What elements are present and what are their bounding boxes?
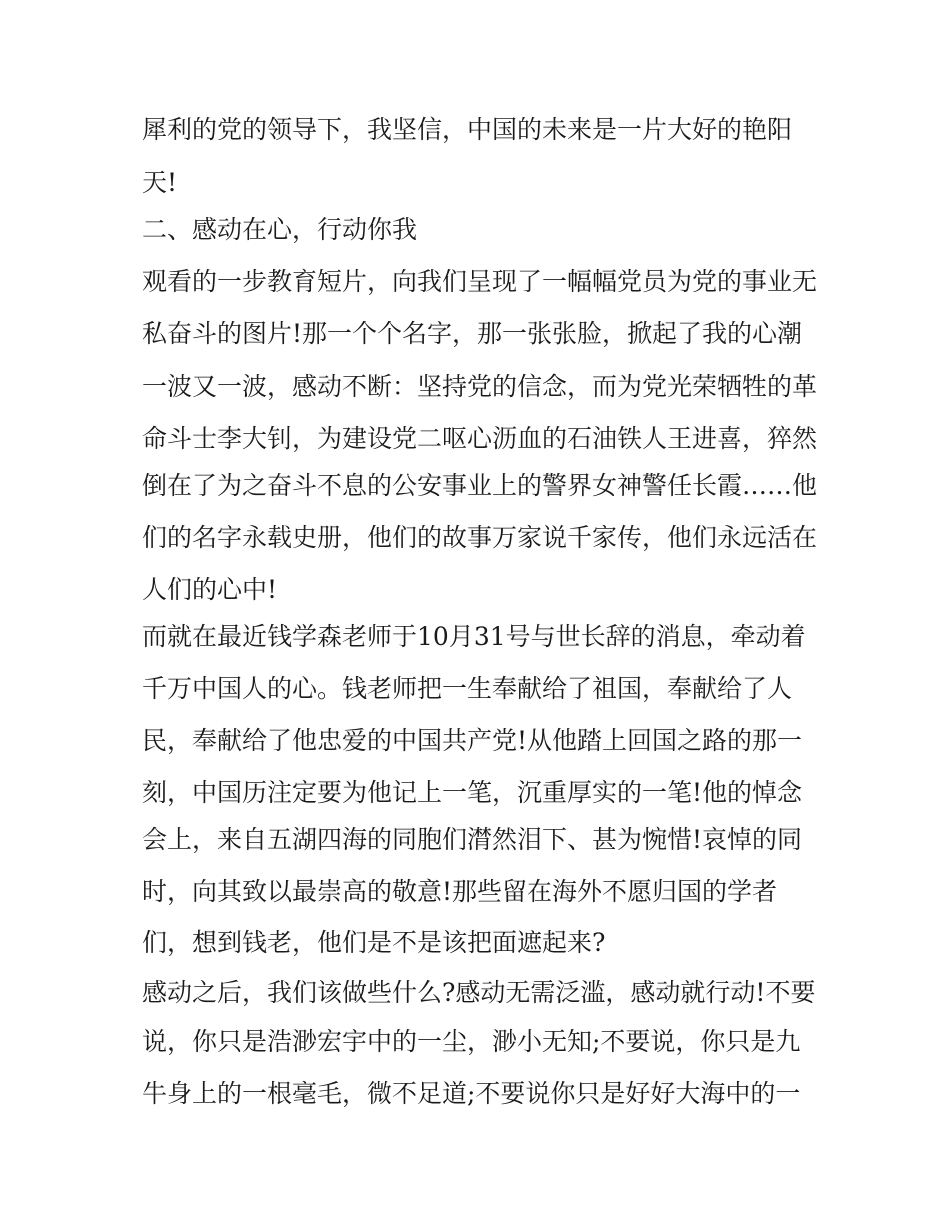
text-line: 观看的一步教育短片，向我们呈现了一幅幅党员为党的事业无: [142, 267, 818, 296]
text-line: 私奋斗的图片!那一个个名字，那一张张脸，掀起了我的心潮: [142, 319, 803, 348]
text-line: 时，向其致以最崇高的敬意!那些留在海外不愿归国的学者: [142, 877, 778, 906]
text-line: 犀利的党的领导下，我坚信，中国的未来是一片大好的艳阳: [142, 115, 793, 144]
text-line: 一波又一波，感动不断：坚持党的信念，而为党光荣牺牲的革: [142, 372, 818, 401]
text-line: 千万中国人的心。钱老师把一生奉献给了祖国，奉献给了人: [142, 674, 793, 703]
text-line: 而就在最近钱学森老师于10月31号与世长辞的消息，牵动着: [142, 622, 806, 651]
text-line: 民，奉献给了他忠爱的中国共产党!从他踏上回国之路的那一: [142, 726, 803, 755]
text-line: 天!: [142, 168, 178, 197]
text-line: 人们的心中!: [142, 575, 278, 604]
text-line: 倒在了为之奋斗不息的公安事业上的警界女神警任长霞……他: [142, 471, 818, 500]
text-line: 说，你只是浩渺宏宇中的一尘，渺小无知;不要说，你只是九: [142, 1027, 801, 1056]
text-line: 感动之后，我们该做些什么?感动无需泛滥，感动就行动!不要: [142, 978, 816, 1007]
text-line: 们，想到钱老，他们是不是该把面遮起来?: [142, 928, 606, 957]
section-heading: 二、感动在心，行动你我: [142, 215, 418, 244]
text-line: 刻，中国历注定要为他记上一笔，沉重厚实的一笔!他的悼念: [142, 778, 803, 807]
text-line: 命斗士李大钊，为建设党二呕心沥血的石油铁人王进喜，猝然: [142, 424, 818, 453]
text-line: 们的名字永载史册，他们的故事万家说千家传，他们永远活在: [142, 523, 818, 552]
text-line: 牛身上的一根毫毛，微不足道;不要说你只是好好大海中的一: [142, 1079, 801, 1108]
text-line: 会上，来自五湖四海的同胞们潸然泪下、甚为惋惜!哀悼的同: [142, 825, 803, 854]
